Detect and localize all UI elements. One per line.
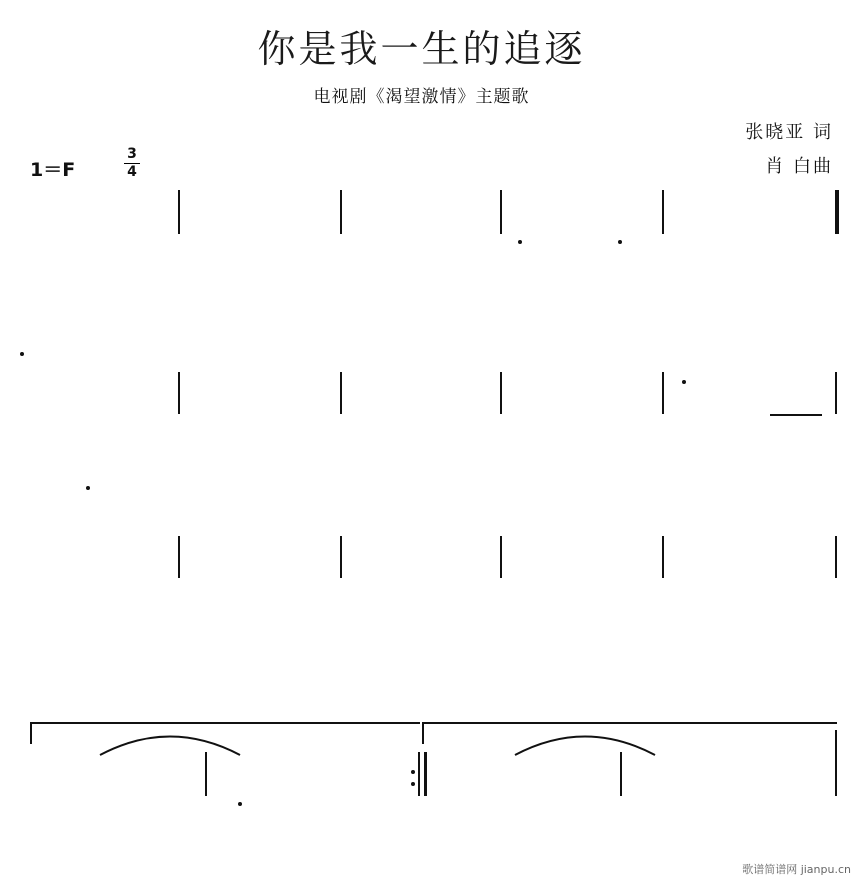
time-signature-top: 3 <box>127 146 137 162</box>
key-signature: 1＝F <box>30 159 76 181</box>
tie-arc <box>515 737 655 756</box>
song-title: 你是我一生的追逐 <box>257 27 586 71</box>
tie-arc <box>100 737 240 756</box>
song-subtitle: 电视剧《渴望激情》主题歌 <box>313 87 530 107</box>
lyricist-credit: 张晓亚 词 <box>745 122 833 143</box>
composer-credit: 肖 白曲 <box>765 156 833 177</box>
watermark: 歌谱简谱网 jianpu.cn <box>742 863 851 876</box>
time-signature-bottom: 4 <box>127 164 137 180</box>
